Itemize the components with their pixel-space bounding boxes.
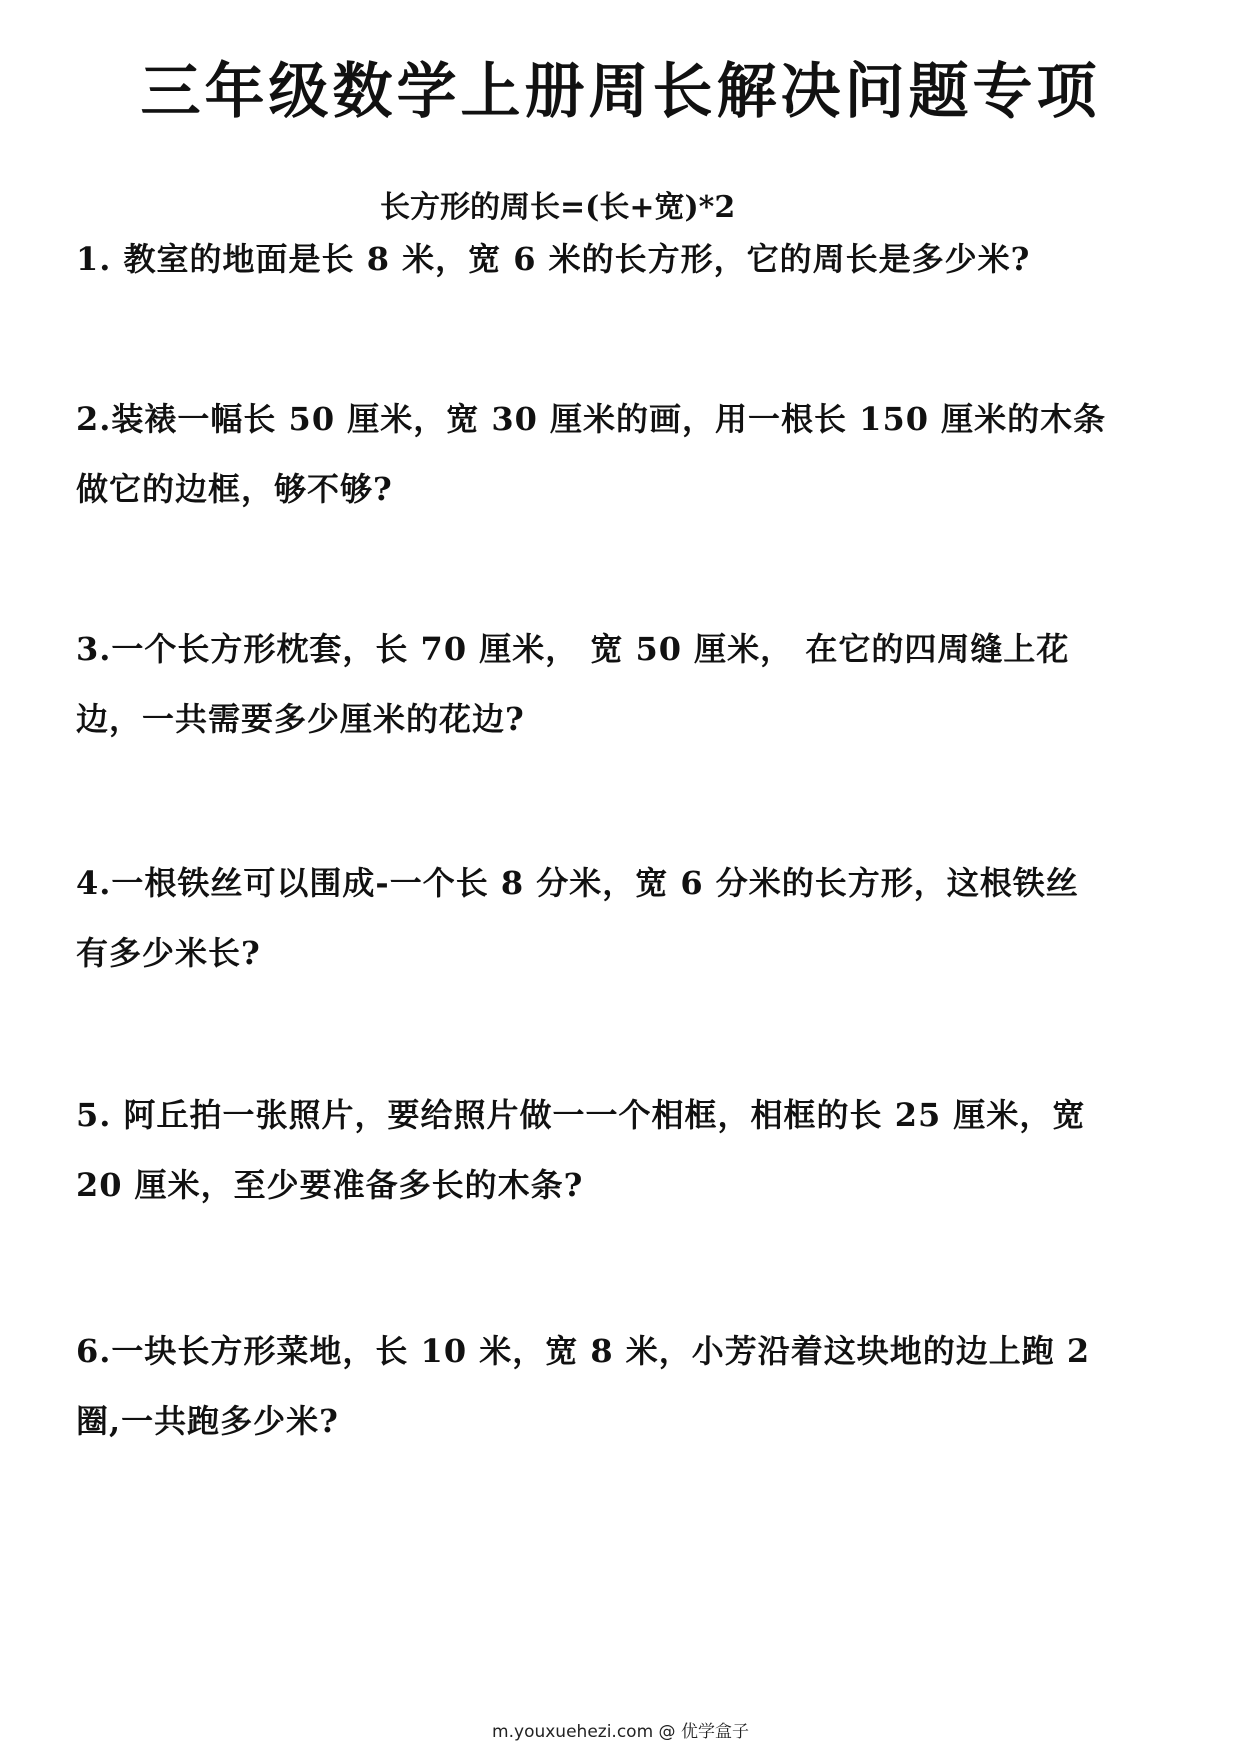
question-line: 4.一根铁丝可以围成-一个长 8 分米，宽 6 分米的长方形，这根铁丝 [76,864,1079,902]
question-line: 6.一块长方形菜地，长 10 米，宽 8 米，小芳沿着这块地的边上跑 2 [76,1332,1091,1370]
footer-watermark[interactable]: m.youxuehezi.com @ 优学盒子 [492,1722,749,1742]
question-line: 3.一个长方形枕套，长 70 厘米， 宽 50 厘米， 在它的四周缝上花 [76,630,1070,668]
page-title: 三年级数学上册周长解决问题专项 [140,57,1101,127]
question-line: 20 厘米，至少要准备多长的木条? [76,1166,584,1204]
question-line: 做它的边框，够不够? [76,470,393,508]
question-1 [76,224,1176,294]
question-line: 有多少米长? [76,934,261,972]
question-line: 1. 教室的地面是长 8 米，宽 6 米的长方形，它的周长是多少米? [76,240,1031,278]
question-line: 边，一共需要多少厘米的花边? [76,700,525,738]
question-2 [76,384,1176,524]
question-4 [76,848,1176,988]
question-line: 5. 阿丘拍一张照片，要给照片做一一个相框，相框的长 25 厘米，宽 [76,1096,1086,1134]
question-line: 圈,一共跑多少米? [76,1402,339,1440]
question-3 [76,614,1176,754]
perimeter-formula: 长方形的周长=(长+宽)*2 [380,190,736,225]
question-6 [76,1316,1176,1456]
question-line: 2.装裱一幅长 50 厘米，宽 30 厘米的画，用一根长 150 厘米的木条 [76,400,1107,438]
question-5 [76,1080,1176,1220]
